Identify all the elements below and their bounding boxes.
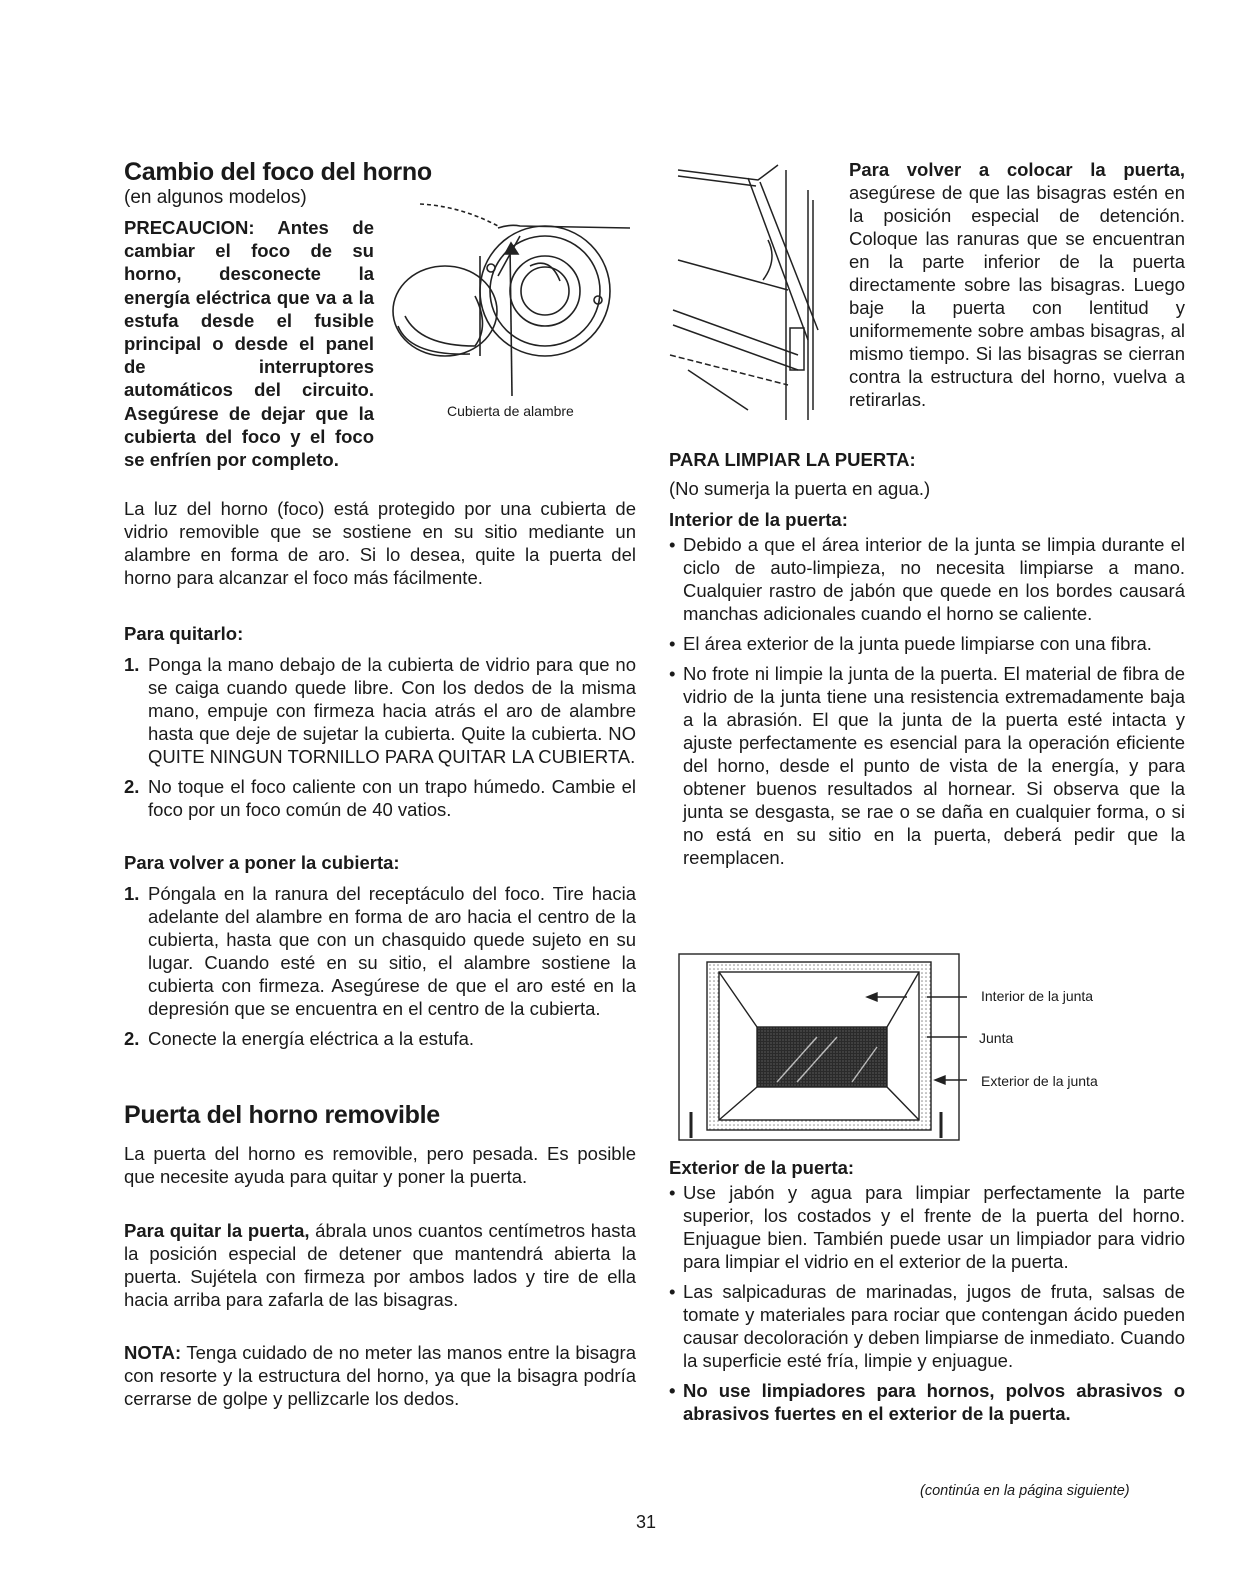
bulb-intro-text: La luz del horno (foco) está protegido por una cubierta de vidrio removible que se sostiene en su sitio mediante un alambre en forma de aro. Si lo desea, quite la puerta del horno para alcanzar el foco más fácilmente. — [124, 498, 636, 588]
replace-door-lead: Para volver a colocar la puerta, — [849, 159, 1185, 180]
door-remove-paragraph: Para quitar la puerta, ábrala unos cuantos centímetros hasta la posición especial de detener que mantendrá abierta la puerta. Sujétela con firmeza por ambos lados y tire de ella hacia arriba para zafarla de las bisagras. — [124, 1220, 636, 1310]
interior-heading: Interior de la puerta: — [669, 509, 848, 530]
label-gasket-interior: Interior de la junta — [981, 988, 1094, 1004]
door-hinge-figure — [668, 160, 828, 422]
interior-bullet-1: • Debido a que el área interior de la junta se limpia durante el ciclo de auto-limpieza, no necesita limpiarse a mano. Cualquier rastro de jabón que quede en los bordes causará manchas adicionales cuando el horno se caliente. — [669, 533, 1185, 625]
remove-step-1: 1. Ponga la mano debajo de la cubierta de vidrio para que no se caiga cuando quede libre. Con los dedos de la misma mano, empuje con firmeza hacia atrás el aro de alambre hasta que deje de sujetar la cubierta. Quite la cubierta. NO QUITE NINGUN TORNILLO PARA QUITAR LA CUBIERTA. — [124, 654, 636, 767]
replace-door-paragraph: Para volver a colocar la puerta, asegúrese de que las bisagras estén en la posición especial de detención. Coloque las ranuras que se encuentran en la parte inferior de la puerta directamente sobre las bisagras. Luego baje la puerta con lentitud y uniformemente sobre ambas bisagras, al mismo tiempo. Si las bisagras se cierran contra la estructura del horno, vuelva a retirarlas. — [849, 159, 1185, 410]
figure-caption-wire-cover: Cubierta de alambre — [447, 403, 574, 419]
page-number: 31 — [636, 1512, 657, 1532]
exterior-warning-bullet: • No use limpiadores para hornos, polvos abrasivos o abrasivos fuertes en el exterior de la puerta. — [669, 1379, 1185, 1425]
interior-bullet-3: • No frote ni limpie la junta de la puerta. El material de fibra de vidrio de la junta tiene una resistencia extremadamente baja a la abrasión. El que la junta de la puerta esté intacta y ajuste perfectamente es esencial para la operación eficiente del horno, desde el punto de vista de la energía, y para obtener buenos resultados al hornear. Si observa que la junta se desgasta, se rae o se daña en cualquier forma, o si no está en su sitio en la puerta, deberá pedir que la reemplacen. — [669, 662, 1185, 869]
exterior-heading: Exterior de la puerta: — [669, 1157, 855, 1178]
exterior-bullet-1: • Use jabón y agua para limpiar perfectamente la parte superior, los costados y el frente de la puerta del horno. Enjuague bien. También puede usar un limpiador para vidrio para limpiar el vidrio en el exterior de la puerta. — [669, 1181, 1185, 1273]
precaution-text: PRECAUCION: Antes de cambiar el foco de su horno, desconecte la energía eléctrica que va a la estufa desde el fusible principal o desde el panel de interruptores automáticos del circuito. Asegúrese de dejar que la cubierta del foco y el foco se enfríen por completo. — [124, 217, 374, 471]
replace-steps-list — [124, 882, 636, 1057]
replace-step-1: 1. Póngala en la ranura del receptáculo del foco. Tire hacia adelante del alambre en forma de aro hacia el centro de la cubierta, hasta que con un chasquido quede sujeto en su lugar. Cuando esté en su sitio, el alambre sostiene la cubierta con firmeza. Asegúrese de que el aro esté en la depresión que se encuentra en el centro de la cubierta. — [124, 883, 636, 1019]
exterior-bullet-2: • Las salpicaduras de marinadas, jugos de fruta, salsas de tomate y materiales para rociar que contengan ácido pueden causar decoloración y deben limpiarse de inmediato. Cuando la superficie esté fría, limpie y enjuague. — [669, 1280, 1185, 1372]
interior-bullet-2: • El área exterior de la junta puede limpiarse con una fibra. — [669, 632, 1185, 655]
continued-note: (continúa en la página siguiente) — [920, 1483, 1130, 1499]
label-gasket-exterior: Exterior de la junta — [981, 1073, 1098, 1089]
replace-step-2: 2. Conecte la energía eléctrica a la estufa. — [124, 1028, 474, 1049]
door-remove-lead: Para quitar la puerta, — [124, 1220, 310, 1241]
section-title-door: Puerta del horno removible — [124, 1101, 440, 1129]
exterior-bullets — [669, 1181, 1185, 1432]
clean-door-note: (No sumerja la puerta en agua.) — [669, 478, 931, 499]
gasket-figure — [677, 952, 967, 1142]
note-paragraph: NOTA: Tenga cuidado de no meter las manos entre la bisagra con resorte y la estructura del horno, ya que la bisagra podría cerrarse de golpe y pellizcarle los dedos. — [124, 1342, 636, 1409]
remove-steps-list — [124, 653, 636, 828]
remove-step-2: 2. No toque el foco caliente con un trapo húmedo. Cambie el foco por un foco común de 40 vatios. — [124, 776, 636, 820]
door-intro-text: La puerta del horno es removible, pero pesada. Es posible que necesite ayuda para quitar y poner la puerta. — [124, 1143, 636, 1187]
note-lead: NOTA: — [124, 1342, 182, 1363]
replace-cover-heading: Para volver a poner la cubierta: — [124, 852, 400, 873]
interior-bullets — [669, 533, 1185, 876]
section-title-bulb: Cambio del foco del horno — [124, 158, 432, 186]
bulb-cover-figure — [380, 196, 640, 436]
section-subtitle: (en algunos modelos) — [124, 187, 307, 208]
remove-heading: Para quitarlo: — [124, 623, 244, 644]
clean-door-heading: PARA LIMPIAR LA PUERTA: — [669, 449, 916, 470]
label-gasket: Junta — [979, 1030, 1014, 1046]
